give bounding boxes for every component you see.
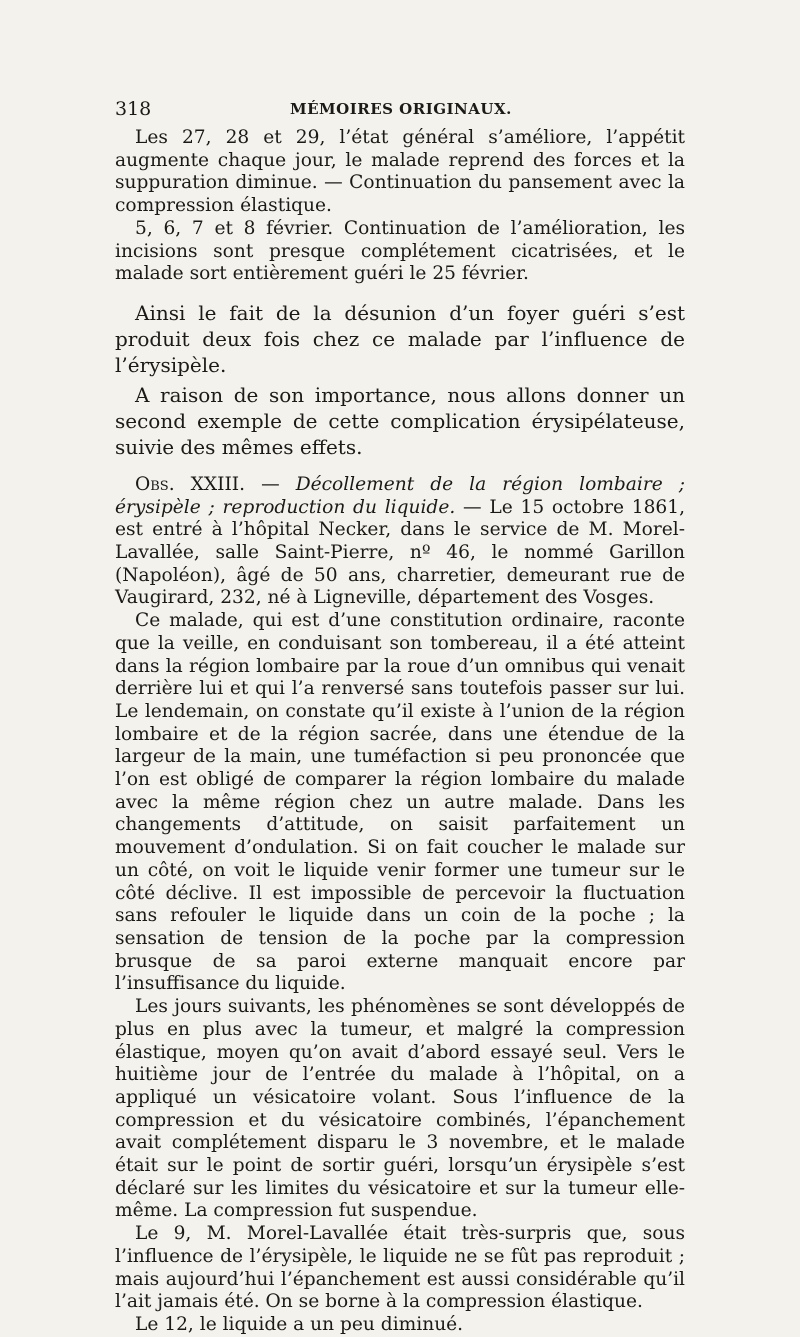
paragraph-2: 5, 6, 7 et 8 février. Continuation de l’amélioration, les incisions sont presque complétement cicatrisées, et le malade sort entièrement guéri le 25 février. bbox=[115, 217, 685, 285]
observation-paragraph: Obs. XXIII. — Décollement de la région lombaire ; érysipèle ; reproduction du liquide. — Le 15 octobre 1861, est entré à l’hôpital Necker, dans le service de M. Morel-Lavallée, salle Saint-Pierre, nº 46, le nommé Garillon (Napoléon), âgé de 50 ans, charretier, demeurant rue de Vaugirard, 232, né à Ligneville, département des Vosges. bbox=[115, 473, 686, 609]
running-head: MÉMOIRES ORIGINAUX. bbox=[290, 100, 512, 118]
paragraph-history: Ce malade, qui est d’une constitution ordinaire, raconte que la veille, en conduisant son tombereau, il a été atteint dans la région lombaire par la roue d’un omnibus qui venait derrière lui et qui l’a renversé sans toutefois passer sur lui. Le lendemain, on constate qu’il existe à l’union de la région lombaire et de la région sacrée, dans une étendue de la largeur de la main, une tuméfaction si peu prononcée que l’on est obligé de comparer la région lombaire du malade avec la même région chez un autre malade. Dans les changements d’attitude, on saisit parfaitement un mouvement d’ondulation. Si on fait coucher le malade sur un côté, on voit le liquide venir former une tumeur sur le côté déclive. Il est impossible de percevoir la fluctuation sans refouler le liquide dans un coin de la poche ; la sensation de tension de la poche par la compression brusque de sa paroi externe manquait encore par l’insuffisance du liquide. bbox=[115, 610, 685, 995]
paragraph-nov-12: Le 12, le liquide a un peu diminué. bbox=[135, 1313, 464, 1335]
paragraph-progress: Les jours suivants, les phénomènes se sont développés de plus en plus avec la tumeur, et malgré la compression élastique, moyen qu’on avait d’abord essayé seul. Vers le huitième jour de l’entrée du malade à l’hôpital, on a appliqué un vésicatoire volant. Sous l’influence de la compression et du vésicatoire combinés, l’épanchement avait complétement disparu le 3 novembre, et le malade était sur le point de sortir guéri, lorsqu’un érysipèle s’est déclaré sur les limites du vésicatoire et sur la tumeur elle-même. La compression fut suspendue. bbox=[115, 996, 685, 1222]
paragraph-nov-9: Le 9, M. Morel-Lavallée était très-surpris que, sous l’influence de l’érysipèle, le liquide ne se fût pas reproduit ; mais aujourd’hui l’épanchement est aussi considérable qu’il l’ait jamais été. On se borne à la compression élastique. bbox=[115, 1223, 685, 1313]
page-header bbox=[115, 98, 685, 122]
observation-text: Le 15 octobre 1861, est entré à l’hôpital Necker, dans le service de M. Morel-Lavallée, salle Saint-Pierre, nº 46, le nommé Garillon (Napoléon), âgé de 50 ans, charretier, demeurant rue de Vaugirard, 232, né à Ligneville, département des Vosges. bbox=[115, 496, 685, 609]
paragraph-conclusion: Ainsi le fait de la désunion d’un foyer guéri s’est produit deux fois chez ce malade par l’influence de l’érysipèle. bbox=[115, 300, 685, 377]
body-text bbox=[115, 127, 685, 1337]
observation-title: Décollement de la région lombaire ; érysipèle ; reproduction du liquide. bbox=[115, 473, 686, 518]
paragraph-transition: A raison de son importance, nous allons donner un second exemple de cette complication érysipélateuse, suivie des mêmes effets. bbox=[115, 382, 685, 459]
observation-label: Obs. XXIII. bbox=[135, 473, 246, 495]
page-number: 318 bbox=[115, 98, 152, 120]
paragraph-1: Les 27, 28 et 29, l’état général s’améliore, l’appétit augmente chaque jour, le malade reprend des forces et la suppuration diminue. — Continuation du pansement avec la compression élastique. bbox=[115, 127, 685, 217]
